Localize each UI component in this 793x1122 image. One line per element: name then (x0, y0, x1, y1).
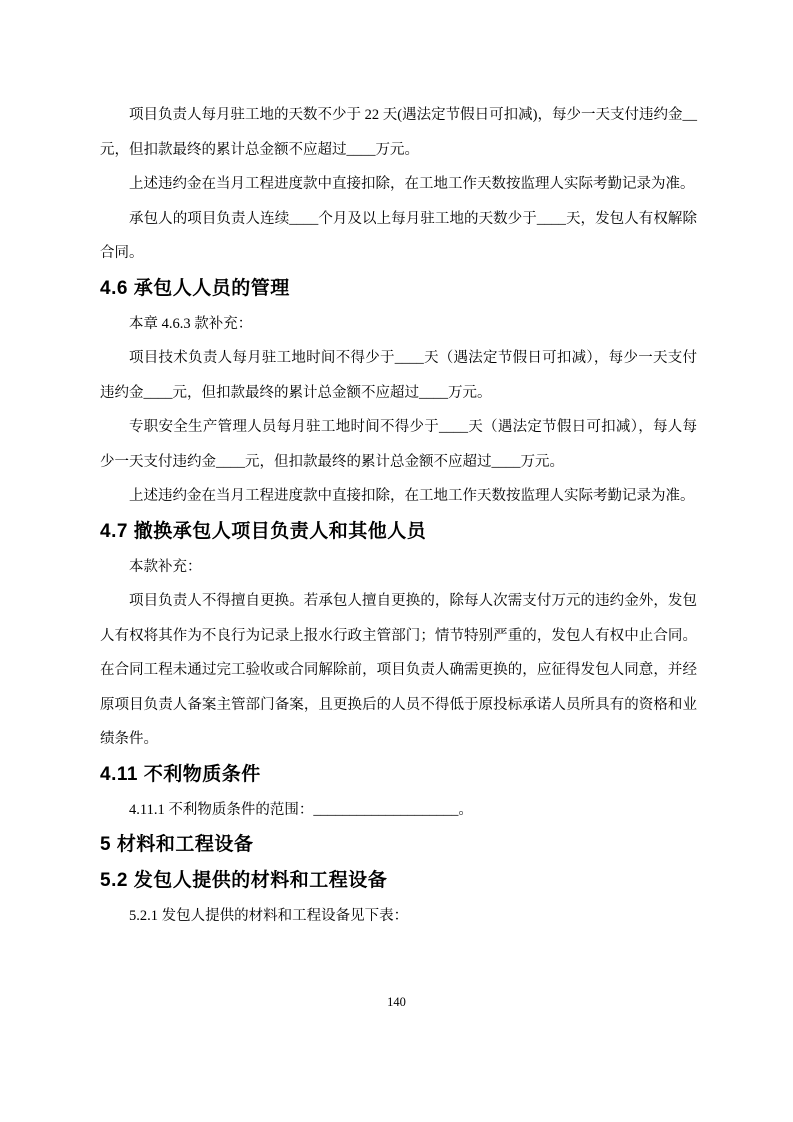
paragraph-deduction-note-2: 上述违约金在当月工程进度款中直接扣除，在工地工作天数按监理人实际考勤记录为准。 (129, 488, 695, 504)
page-number: 140 (387, 995, 406, 1009)
paragraph-replacement-rules: 项目负责人不得擅自更换。若承包人擅自更换的，除每人次需支付万元的违约金外，发包人有权将其作为不良行为记录上报水行政主管部门；情节特别严重的，发包人有权中止合同。在合同工程未通过完工验收或合同解除前，项目负责人确需更换的，应征得发包人同意，并经原项目负责人备案主管部门备案，且更换后的人员不得低于原投标承诺人员所具有的资格和业绩条件。 (100, 593, 697, 747)
paragraph-consecutive-months: 承包人的项目负责人连续____个月及以上每月驻工地的天数少于____天，发包人有权解除合同。 (100, 210, 697, 261)
heading-4-7-replace-personnel: 4.7 撤换承包人项目负责人和其他人员 (100, 520, 427, 542)
paragraph-4-11-1-scope: 4.11.1 不利物质条件的范围：____________________。 (129, 801, 473, 818)
heading-5-materials-equipment: 5 材料和工程设备 (100, 834, 254, 855)
paragraph-4-6-3-supplement: 本章 4.6.3 款补充： (129, 315, 253, 332)
paragraph-deduction-note-1: 上述违约金在当月工程进度款中直接扣除，在工地工作天数按监理人实际考勤记录为准。 (129, 176, 695, 192)
document-content (100, 98, 697, 934)
paragraph-resident-days: 项目负责人每月驻工地的天数不少于 22 天(遇法定节假日可扣减)，每少一天支付违约金__元，但扣款最终的累计总金额不应超过____万元。 (100, 107, 697, 158)
paragraph-tech-leader: 项目技术负责人每月驻工地时间不得少于____天（遇法定节假日可扣减），每少一天支付违约金____元，但扣款最终的累计总金额不应超过____万元。 (100, 350, 697, 401)
paragraph-safety-staff: 专职安全生产管理人员每月驻工地时间不得少于____天（遇法定节假日可扣减），每人每少一天支付违约金____元，但扣款最终的累计总金额不应超过____万元。 (100, 419, 697, 470)
paragraph-clause-supplement: 本款补充： (129, 558, 202, 575)
paragraph-5-2-1-table-ref: 5.2.1 发包人提供的材料和工程设备见下表： (129, 908, 409, 924)
heading-4-11-adverse-conditions: 4.11 不利物质条件 (100, 763, 261, 785)
heading-5-2-employer-provided: 5.2 发包人提供的材料和工程设备 (100, 870, 388, 891)
heading-4-6-personnel-management: 4.6 承包人人员的管理 (100, 277, 290, 299)
